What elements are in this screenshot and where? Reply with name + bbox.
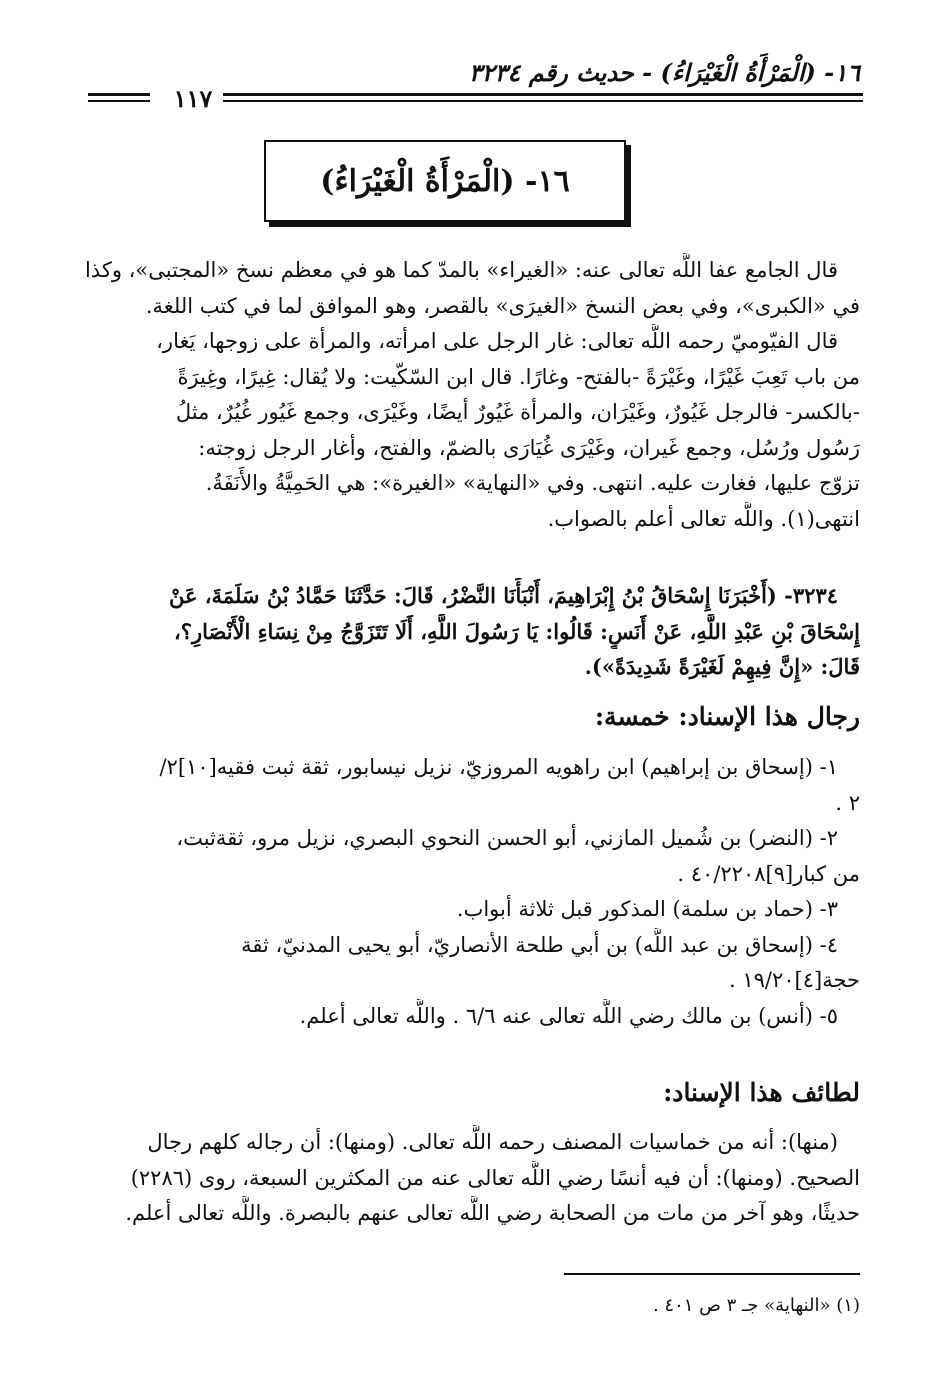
text-line: الصحيح. (ومنها): أن فيه أنسًا رضي اللَّه تعالى عنه من المكثرين السبعة، روى (٢٢٨٦): [130, 1165, 860, 1190]
hadith-text: [85, 578, 860, 685]
footnote: (١) «النهاية» جـ ٣ ص ٤٠١ .: [652, 1295, 860, 1316]
subtleties-heading: لطائف هذا الإسناد:: [663, 1078, 860, 1107]
text-line: ٣- (حماد بن سلمة) المذكور قبل ثلاثة أبواب.: [456, 897, 838, 921]
text-line: (منها): أنه من خماسيات المصنف رحمه اللَّه تعالى. (ومنها): أن رجاله كلهم رجال: [147, 1130, 838, 1154]
header-rule: [88, 100, 150, 102]
footnote-rule: [564, 1273, 860, 1275]
text-line: ١- (إسحاق بن إبراهيم) ابن راهويه المروزيّ، نزيل نيسابور، ثقة ثبت فقيه[١٠]٢/: [159, 755, 838, 779]
narrators-list: [85, 750, 860, 1034]
text-line: إِسْحَاقَ بْنِ عَبْدِ اللَّهِ، عَنْ أَنَسٍ: قَالُوا: يَا رَسُولَ اللَّهِ، أَلَا تَتَزَوَّجُ مِنْ نِسَاءِ الْأَنْصَارِ؟،: [174, 618, 860, 644]
chapter-title: ١٦- (الْمَرْأَةُ الْغَيْرَاءُ): [320, 163, 570, 199]
header-rule: [88, 93, 150, 96]
header-rule: [223, 100, 863, 102]
text-line: ٣٢٣٤- (أَخْبَرَنَا إِسْحَاقُ بْنُ إِبْرَاهِيمَ، أَنْبَأَنَا النَّضْرُ، قَالَ: حَدَّثَنَا حَمَّادُ بْنُ سَلَمَةَ، عَنْ: [168, 583, 838, 608]
text-line: في «الكبرى»، وفي بعض النسخ «الغيرَى» بالقصر، وهو الموافق لما في كتب اللغة.: [145, 293, 860, 318]
text-line: ٢ .: [835, 790, 860, 815]
text-line: من كبار[٩]٤٠/٢٢٠٨ .: [677, 861, 860, 886]
narrators-heading: رجال هذا الإسناد: خمسة:: [594, 702, 860, 731]
text-line: حجة[٤]١٩/٢٠ .: [728, 968, 860, 992]
text-line: تزوّج عليها، فغارت عليه. انتهى. وفي «النهاية» «الغيرة»: هي الحَمِيَّةُ والأَنَفَةُ.: [205, 471, 860, 495]
text-line: ٤- (إسحاق بن عبد اللَّه) بن أبي طلحة الأنصاريّ، أبو يحيى المدنيّ، ثقة: [241, 932, 838, 957]
text-line: رَسُول ورُسُل، وجمع غَيران، وغَيْرَى غُيَارَى بالضمّ، والفتح، وأغار الرجل زوجته:: [198, 435, 860, 460]
text-line: -بالكسر- فالرجل غَيُورٌ، وغَيْرَان، والمرأة غَيُورٌ أيضًا، وغَيْرَى، وجمع غَيُور غُيُرٌ، مثلُ: [175, 400, 860, 424]
text-line: حديثًا، وهو آخر من مات من الصحابة رضي اللَّه تعالى عنهم بالبصرة. واللَّه تعالى أعلم.: [125, 1201, 860, 1225]
subtleties-paragraph: [85, 1125, 860, 1232]
text-line: انتهى(١). واللَّه تعالى أعلم بالصواب.: [547, 506, 860, 531]
text-line: من باب تَعِبَ غَيْرًا، وغَيْرَةً -بالفتح- وغارًا. قال ابن السّكّيت: ولا يُقال: غِيرًا، وغِيرَةً: [177, 364, 860, 389]
page-number: ١١٧: [173, 84, 213, 113]
text-line: قال الفيّوميّ رحمه اللَّه تعالى: غار الرجل على امرأته، والمرأة على زوجها، يَغار،: [156, 329, 838, 353]
text-line: قَالَ: «إِنَّ فِيهِمْ لَغَيْرَةً شَدِيدَةً»).: [584, 654, 860, 679]
header-rule: [223, 93, 863, 96]
text-line: ٢- (النضر) بن شُميل المازني، أبو الحسن النحوي البصري، نزيل مرو، ثقةثبت،: [176, 826, 838, 850]
text-line: قال الجامع عفا اللَّه تعالى عنه: «الغيراء» بالمدّ كما هو في معظم نسخ «المجتبى»، وكذا: [85, 258, 838, 282]
text-line: ٥- (أنس) بن مالك رضي اللَّه تعالى عنه ٦/٦ . واللَّه تعالى أعلم.: [299, 1003, 838, 1028]
chapter-title-box: [264, 140, 626, 222]
running-header-title: ١٦- (الْمَرْأَةُ الْغَيْرَاءُ) - حديث رقم ٣٢٣٤: [468, 58, 860, 87]
intro-paragraph: [85, 253, 860, 537]
